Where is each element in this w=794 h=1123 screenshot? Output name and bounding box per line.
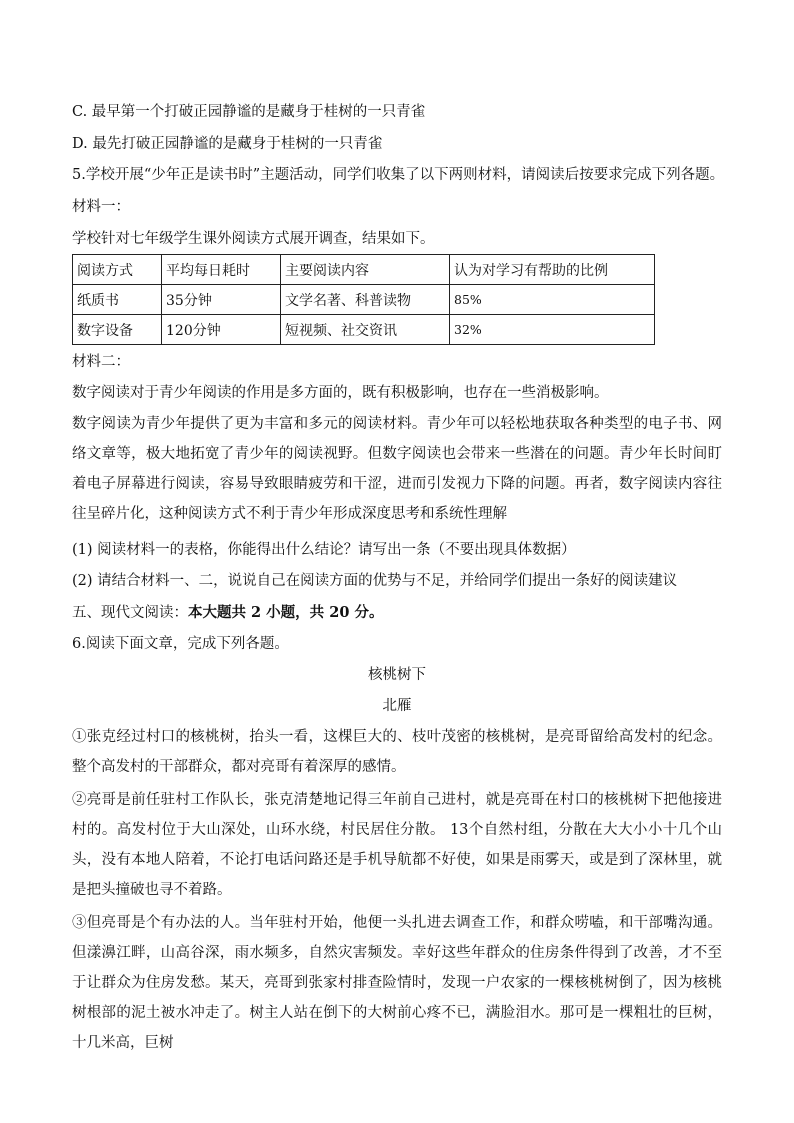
table-row (73, 285, 655, 315)
survey-table (72, 254, 655, 345)
material-1-description: 学校针对七年级学生课外阅读方式展开调查，结果如下。 (72, 231, 435, 247)
table-header-cell: 阅读方式 (73, 255, 162, 285)
section-heading (72, 603, 383, 623)
article-title: 核桃树下 (368, 667, 426, 683)
table-header-row (73, 255, 655, 285)
table-cell: 短视频、社交资讯 (281, 315, 450, 345)
table-cell: 35分钟 (162, 285, 281, 315)
material-1-label: 材料一： (72, 199, 130, 215)
question-5-intro: 5.学校开展“少年正是读书时”主题活动，同学们收集了以下两则材料，请阅读后按要求完成下列各题。 (72, 167, 725, 183)
sub-question-1: (1) 阅读材料一的表格，你能得出什么结论？请写出一条（不要出现具体数据） (72, 542, 576, 558)
section-heading-label: 五、现代文阅读： (72, 605, 188, 621)
table-header-cell: 平均每日耗时 (162, 255, 281, 285)
material-2-paragraph-1: 数字阅读对于青少年阅读的作用是多方面的，既有积极影响，也存在一些消极影响。 (72, 385, 609, 401)
table-cell: 120分钟 (162, 315, 281, 345)
table-cell: 85% (450, 285, 655, 315)
table-cell: 数字设备 (73, 315, 162, 345)
material-2-label: 材料二： (72, 354, 130, 370)
option-d: D. 最先打破正园静谧的是藏身于桂树的一只青雀 (72, 136, 383, 152)
table-header-cell: 认为对学习有帮助的比例 (450, 255, 655, 285)
article-paragraph-3: ③但亮哥是个有办法的人。当年驻村开始，他便一头扎进去调查工作，和群众唠嗑，和干部嘴沟通。但漾濞江畔，山高谷深，雨水频多，自然灾害频发。幸好这些年群众的住房条件得到了改善，才不至于让群众为住房发愁。某天，亮哥到张家村排查险情时，发现一户农家的一棵核桃树倒了，因为核桃树根部的泥土被水冲走了。树主人站在倒下的大树前心疼不已，满脸泪水。那可是一棵粗壮的巨树，十几米高，巨树 (72, 915, 722, 1051)
option-c: C. 最早第一个打破正园静谧的是藏身于桂树的一只青雀 (72, 104, 426, 120)
table-cell: 32% (450, 315, 655, 345)
material-2-paragraph-2: 数字阅读为青少年提供了更为丰富和多元的阅读材料。青少年可以轻松地获取各种类型的电子书、网络文章等，极大地拓宽了青少年的阅读视野。但数字阅读也会带来一些潜在的问题。青少年长时间盯着电子屏幕进行阅读，容易导致眼睛疲劳和干涩，进而引发视力下降的问题。再者，数字阅读内容往往呈碎片化，这种阅读方式不利于青少年形成深度思考和系统性理解 (72, 416, 722, 522)
sub-question-2: (2) 请结合材料一、二，说说自己在阅读方面的优势与不足，并给同学们提出一条好的阅读建议 (72, 573, 678, 589)
article-paragraph-2: ②亮哥是前任驻村工作队长，张克清楚地记得三年前自己进村，就是亮哥在村口的核桃树下把他接进村的。高发村位于大山深处，山环水绕，村民居住分散。 13个自然村组，分散在大大小小十几个山头，没有本地人陪着，不论打电话问路还是手机导航都不好使，如果是雨雾天，或是到了深林里，就是把头撞破也寻不着路。 (72, 792, 722, 898)
article-paragraph-1: ①张克经过村口的核桃树，抬头一看，这棵巨大的、枝叶茂密的核桃树，是亮哥留给高发村的纪念。整个高发村的干部群众，都对亮哥有着深厚的感情。 (72, 729, 722, 775)
question-6-intro: 6.阅读下面文章，完成下列各题。 (72, 636, 289, 652)
article-author: 北雁 (382, 698, 412, 714)
table-row (73, 315, 655, 345)
table-header-cell: 主要阅读内容 (281, 255, 450, 285)
table-cell: 文学名著、科普读物 (281, 285, 450, 315)
table-cell: 纸质书 (73, 285, 162, 315)
section-heading-detail: 本大题共 2 小题，共 20 分。 (188, 604, 384, 621)
